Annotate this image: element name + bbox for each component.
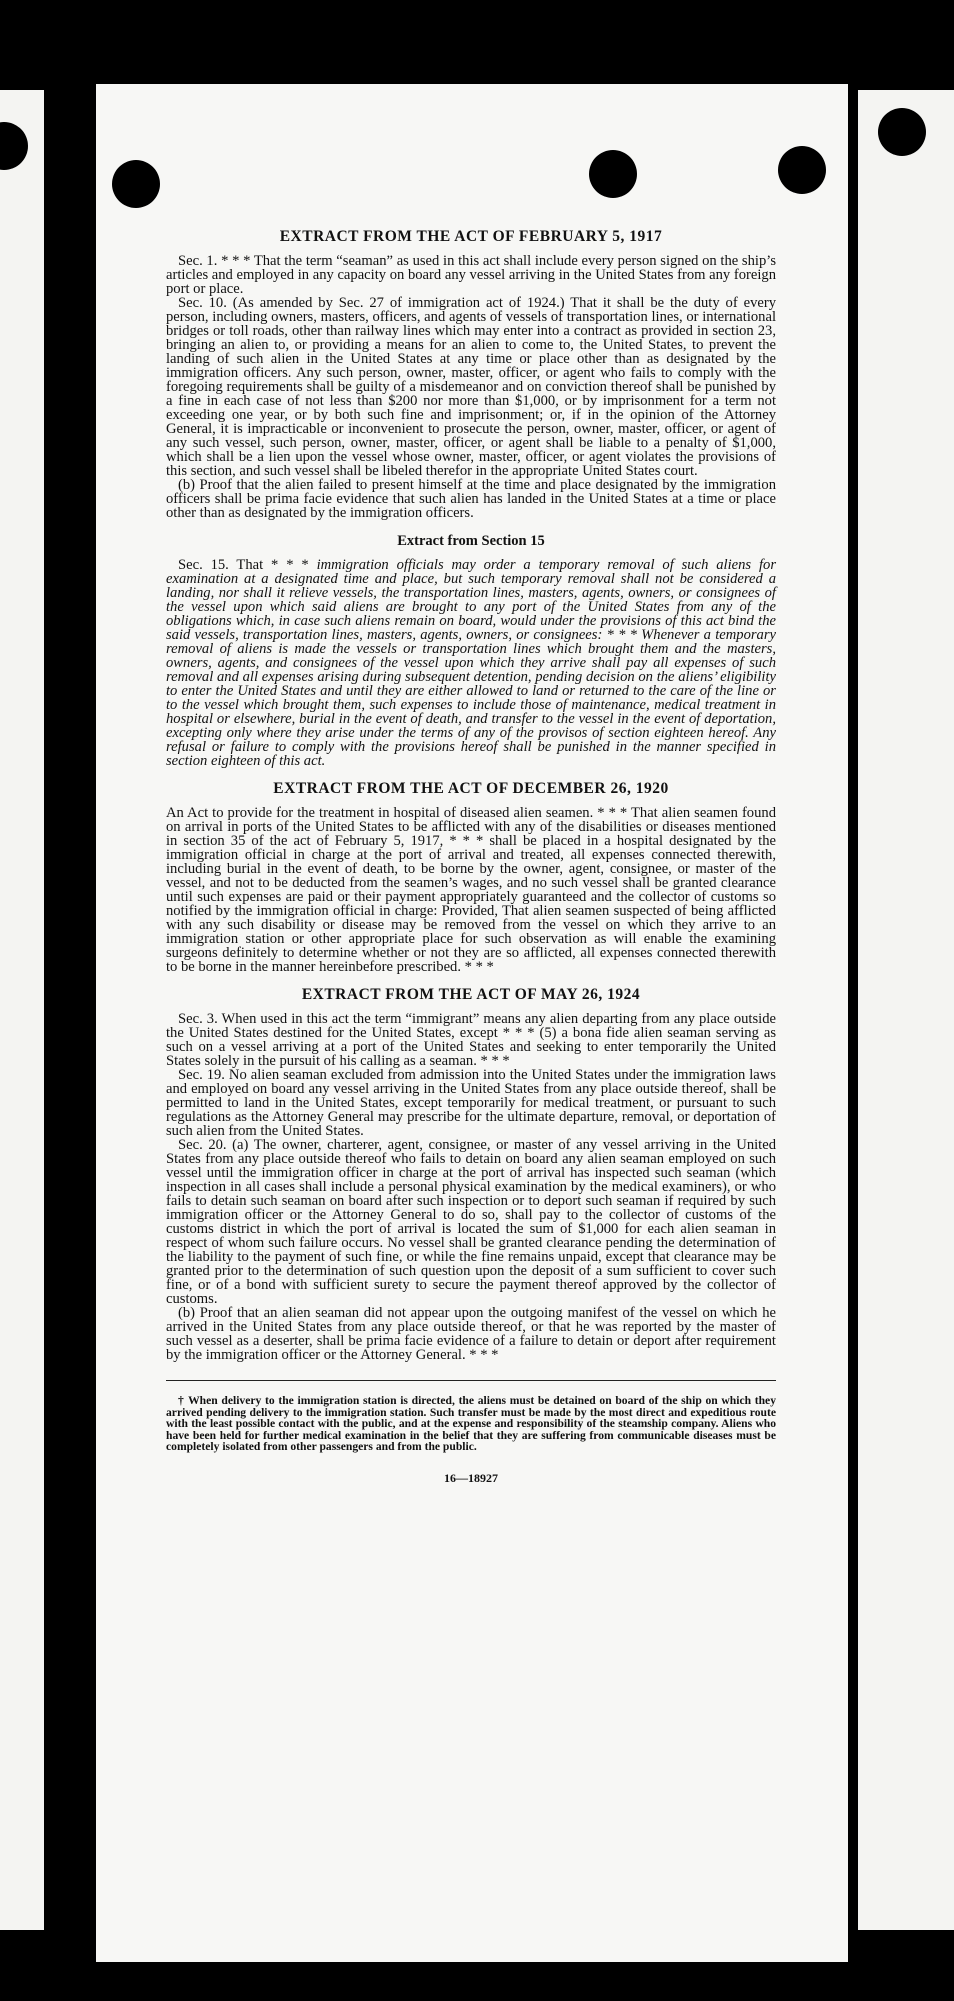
footnote-divider	[166, 1380, 776, 1381]
punch-hole-1	[112, 160, 160, 208]
paragraph-sec-20-b: (b) Proof that an alien seaman did not appear upon the outgoing manifest of the vessel on which he arrived in the United States from any place outside thereof, or that he was reported by the master of such vessel as a deserter, shall be prima facie evidence of a failure to detain or deport after requirement by the immigration officer or the Attorney General. * * *	[166, 1305, 776, 1363]
section-heading-act-1917: EXTRACT FROM THE ACT OF FEBRUARY 5, 1917	[279, 228, 663, 245]
paragraph-sec-10-b: (b) Proof that the alien failed to present himself at the time and place designated by the immigration officers shall be prima facie evidence that such alien has landed in the United States at a time or place other than as designated by the immigration officers.	[166, 477, 776, 521]
section-heading-act-1924: EXTRACT FROM THE ACT OF MAY 26, 1924	[301, 986, 641, 1003]
paragraph-act-1920: An Act to provide for the treatment in hospital of diseased alien seamen. * * * That alien seamen found on arrival in ports of the United States to be afflicted with any of the disabilities or diseases mentioned in section 35 of the act of February 5, 1917, * * * shall be placed in a hospital designated by the immigration official in charge at the port of arrival and treated, all expenses connected therewith, including burial in the event of death, to be borne by the owner, agent, consignee, or master of the vessel, and not to be deducted from the seamen’s wages, and no such vessel shall be granted clearance until such expenses are paid or their payment appropriately guaranteed and the collector of customs so notified by the immigration official in charge: Provided, That alien seamen suspected of being afflicted with any such disability or disease may be removed from the vessel on which they arrive to an immigration station or other appropriate place for such observation as will enable the examining surgeons definitely to determine whether or not they are so afflicted, all expenses connected therewith to be borne in the manner hereinbefore prescribed. * * *	[166, 805, 776, 975]
page-number: 16—18927	[444, 1470, 498, 1485]
adjacent-page-left	[0, 90, 44, 1930]
adjacent-page-right	[858, 90, 954, 1930]
punch-hole-right-edge	[878, 108, 926, 156]
punch-hole-3	[778, 146, 826, 194]
paragraph-sec-19: Sec. 19. No alien seaman excluded from admission into the United States under the immigration laws and employed on board any vessel arriving in the United States from any place outside thereof, shall be permitted to land in the United States, except temporarily for medical treatment, or pursuant to such regulations as the Attorney General may prescribe for the ultimate departure, removal, or deportation of such alien from the United States.	[166, 1067, 776, 1139]
paragraph-sec-3: Sec. 3. When used in this act the term “immigrant” means any alien departing from any place outside the United States destined for the United States, except * * * (5) a bona fide alien seaman serving as such on a vessel arriving at a port of the United States and seeking to enter temporarily the United States solely in the pursuit of his calling as a seaman. * * *	[166, 1011, 776, 1069]
document-page	[96, 84, 848, 1962]
sec-15-label: Sec. 15. That * * *	[178, 557, 309, 573]
punch-hole-2	[589, 150, 637, 198]
paragraph-sec-15	[166, 558, 776, 768]
paragraph-sec-10: Sec. 10. (As amended by Sec. 27 of immigration act of 1924.) That it shall be the duty of every person, including owners, masters, officers, and agents of vessels of transportation lines, or international bridges or toll roads, other than railway lines which may enter into a contract as provided in section 23, bringing an alien to, or providing a means for an alien to come to, the United States, to prevent the landing of such alien in the United States at any time or place other than as designated by the immigration officers. Any such person, owner, master, officer, or agent who fails to comply with the foregoing requirements shall be guilty of a misdemeanor and on conviction thereof shall be punished by a fine in each case of not less than $200 nor more than $1,000, or by imprisonment for a term not exceeding one year, or by both such fine and imprisonment; or, if in the opinion of the Attorney General, it is impracticable or inconvenient to prosecute the person, owner, master, officer, or agent of any such vessel, such person, owner, master, officer, or agent shall be liable to a penalty of $1,000, which shall be a lien upon the vessel whose owner, master, officer, or agent violates the provisions of this section, and such vessel shall be libeled therefor in the appropriate United States court.	[166, 295, 776, 479]
footnote-text: † When delivery to the immigration station is directed, the aliens must be detained on board of the ship on which they arrived pending delivery to the immigration station. Such transfer must be made by the most direct and expeditious route with the least possible contact with the public, and at the expense and responsibility of the steamship company. Aliens who have been held for further medical examination in the belief that they are suffering from communicable diseases must be completely isolated from other passengers and from the public.	[166, 1394, 776, 1453]
sec-15-italic-text: immigration officials may order a temporary removal of such aliens for examination at a designated time and place, but such temporary removal shall not be considered a landing, nor shall it relieve vessels, the transportation lines, masters, agents, owners, or consignees of the vessel upon which said aliens are brought to any port of the United States from any of the obligations which, in case such aliens remain on board, would under the provisions of this act bind the said vessels, transportation lines, masters, agents, owners, or consignees: * * * Whenever a temporary removal of aliens is made the vessels or transportation lines which brought them and the masters, owners, agents, and consignees of the vessel upon which they arrive shall pay all expenses of such removal and all expenses arising during subsequent detention, pending decision on the aliens’ eligibility to enter the United States and until they are either allowed to land or returned to the care of the line or to the vessel which brought them, such expenses to include those of maintenance, medical treatment in hospital or elsewhere, burial in the event of death, and transfer to the vessel in the event of deportation, excepting only where they arise under the terms of any of the provisos of section eighteen hereof. Any refusal or failure to comply with the provisions hereof shall be punished in the manner specified in section eighteen of this act.	[166, 557, 776, 769]
section-heading-section-15: Extract from Section 15	[397, 533, 545, 549]
document-body	[166, 230, 776, 1485]
section-heading-act-1920: EXTRACT FROM THE ACT OF DECEMBER 26, 1920	[273, 780, 669, 797]
footnote	[166, 1395, 776, 1453]
paragraph-sec-20: Sec. 20. (a) The owner, charterer, agent, consignee, or master of any vessel arriving in the United States from any place outside thereof who fails to detain on board any alien seaman employed on such vessel until the immigration officer in charge at the port of arrival has inspected such seaman (which inspection in all cases shall include a personal physical examination by the medical examiners), or who fails to detain such seaman on board after such inspection or to deport such seaman if required by such immigration officer or the Attorney General to do so, shall pay to the collector of customs of the customs district in which the port of arrival is located the sum of $1,000 for each alien seaman in respect of whom such failure occurs. No vessel shall be granted clearance pending the determination of the liability to the payment of such fine, or while the fine remains unpaid, except that clearance may be granted prior to the determination of such question upon the deposit of a sum sufficient to cover such fine, or of a bond with sufficient surety to secure the payment thereof approved by the collector of customs.	[166, 1137, 776, 1307]
paragraph-sec-1: Sec. 1. * * * That the term “seaman” as used in this act shall include every person signed on the ship’s articles and employed in any capacity on board any vessel arriving in the United States from any foreign port or place.	[166, 253, 776, 297]
